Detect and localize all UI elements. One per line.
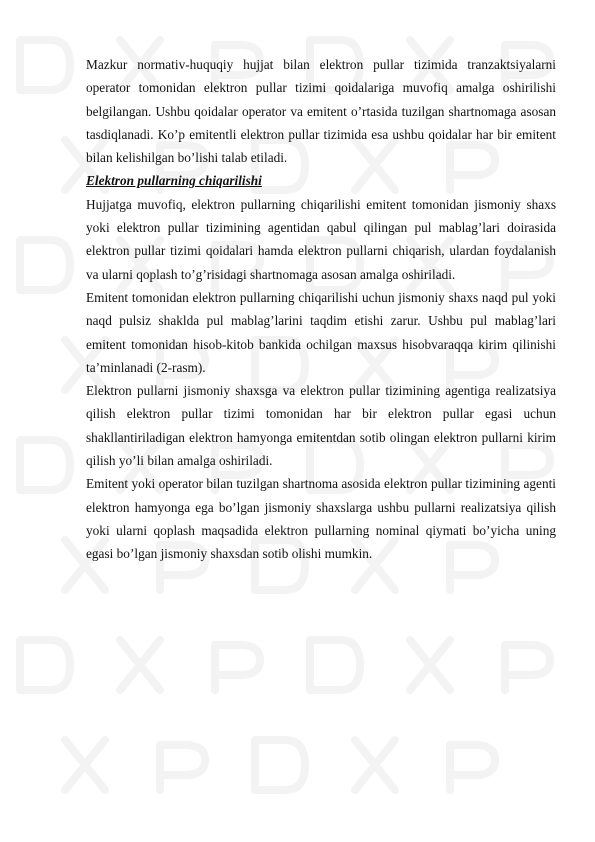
paragraph-4: Elektron pullarni jismoniy shaxsga va elektron pullar tizimining agentiga realizatsiya qilish elektron pullar tizimi tomonidan har bir elektron pullar egasi uchun shakllantiriladigan elektron hamyonga emitentdan sotib olingan elektron pullarni kirim qilish yo’li bilan amalga oshiriladi. [86,383,556,469]
section-heading: Elektron pullarning chiqarilishi [86,173,262,189]
paragraph-1: Mazkur normativ-huquqiy hujjat bilan elektron pullar tizimida tranzaktsiyalarni operator tomonidan elektron pullar tizimi qoidalariga muvofiq amalga oshirilishi belgilangan. Ushbu qoidalar operator va emitent o’rtasida tuzilgan shartnomaga asosan tasdiqlanadi. Ko’p emitentli elektron pullar tizimida esa ushbu qoidalar har bir emitent bilan kelishilgan bo’lishi talab etiladi. [86,57,556,166]
paragraph-3: Emitent tomonidan elektron pullarning chiqarilishi uchun jismoniy shaxs naqd pul yoki naqd pulsiz shaklda pul mablag’larini taqdim etishi zarur. Ushbu pul mablag’lari emitent tomonidan hisob-kitob bankida ochilgan maxsus hisobvaraqqa kirim qilinishi ta’minlanadi (2-rasm). [86,289,556,375]
paragraph-2: Hujjatga muvofiq, elektron pullarning chiqarilishi emitent tomonidan jismoniy shaxs yoki elektron pullar tizimining agentidan qabul qilingan pul mablag’lari doirasida elektron pullar tizimi qoidalari hamda elektron pullarni chiqarish, ulardan foydalanish va ularni qoplash to’g’risidagi shartnomaga asosan amalga oshiriladi. [86,196,556,282]
document-body [86,53,556,566]
paragraph-5: Emitent yoki operator bilan tuzilgan shartnoma asosida elektron pullar tizimining agenti elektron hamyonga ega bo’lgan jismoniy shaxslarga ushbu pullarni realizatsiya qilish yoki ularni qoplash maqsadida elektron pullarning nominal qiymati bo’yicha uning egasi bo’lgan jismoniy shaxsdan sotib olishi mumkin. [86,476,556,562]
